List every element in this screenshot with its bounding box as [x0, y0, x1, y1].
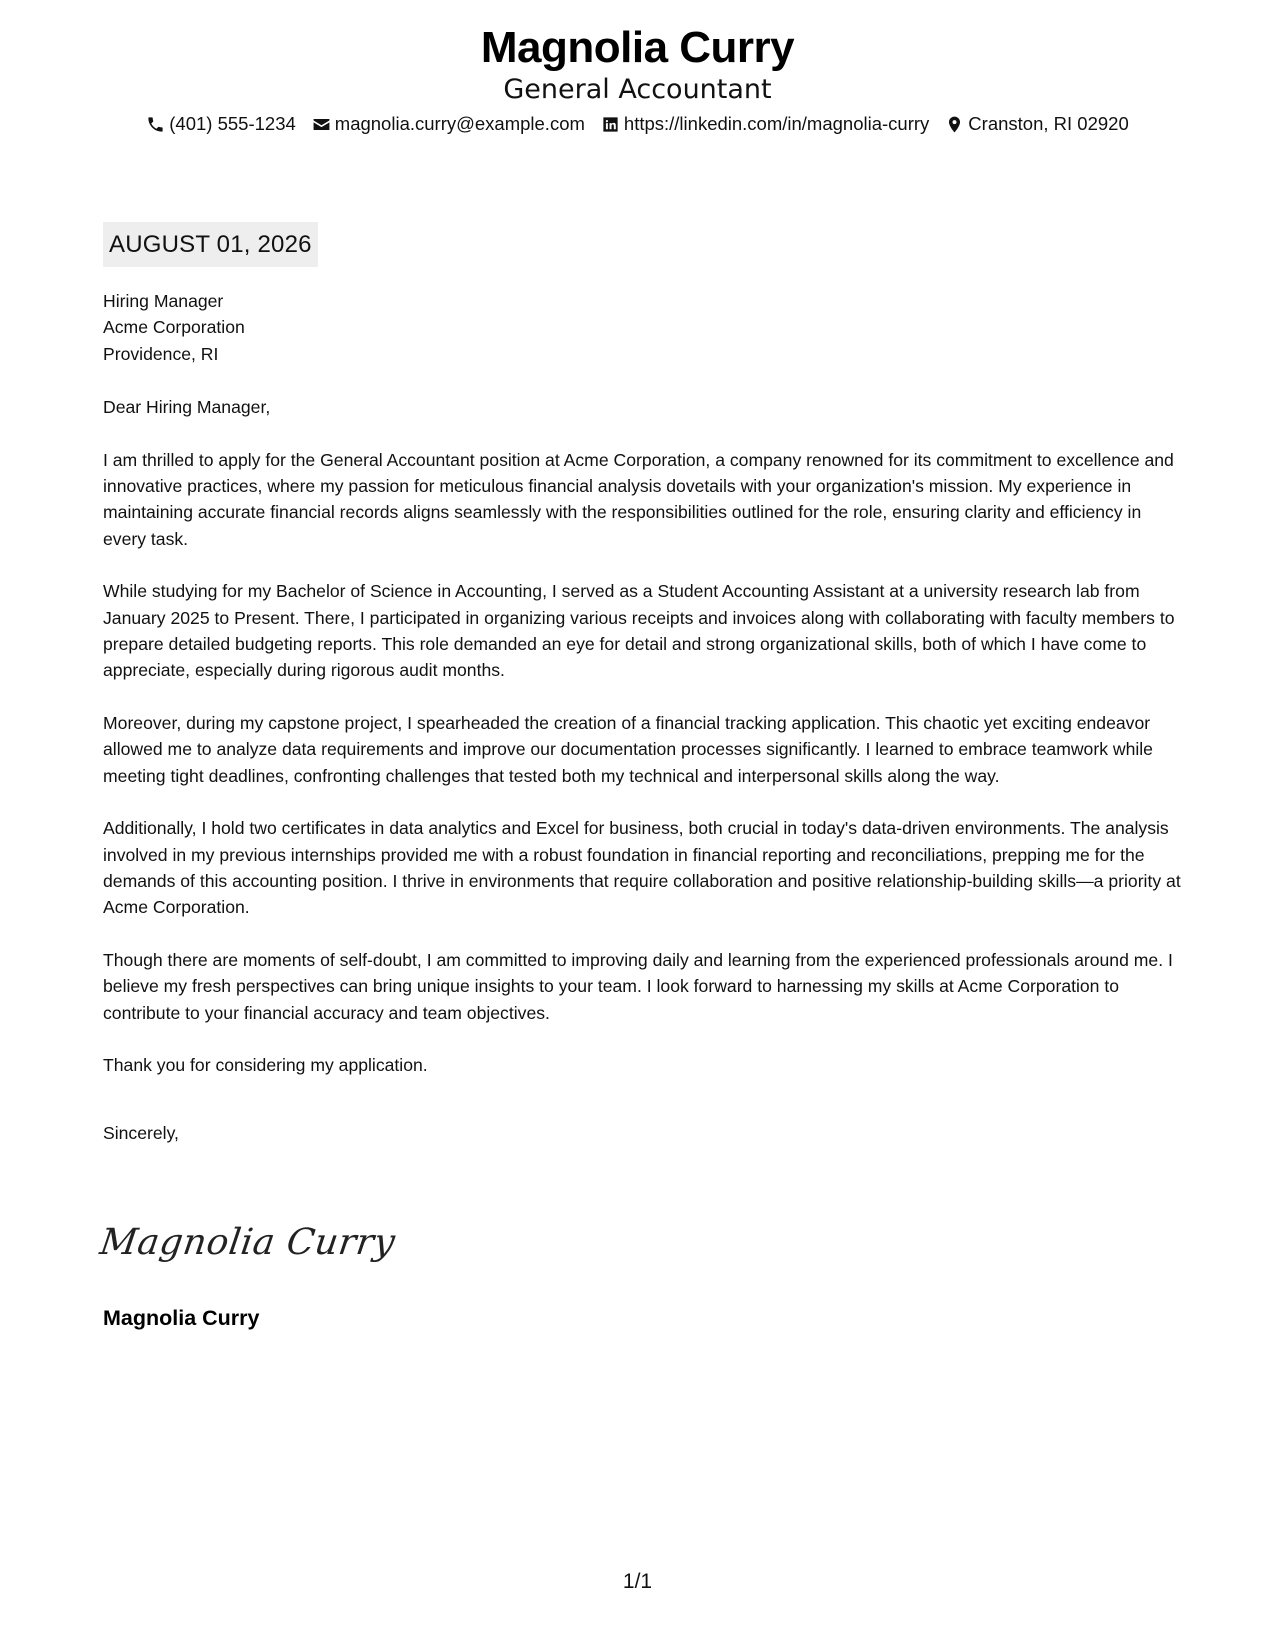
contact-email[interactable]: [312, 112, 585, 136]
linkedin-icon: [601, 115, 620, 134]
signer-name: Magnolia Curry: [103, 1306, 260, 1330]
phone-number: (401) 555-1234: [169, 113, 296, 134]
body-paragraph: While studying for my Bachelor of Science in Accounting, I served as a Student Accounting Assistant at a university research lab from January 2025 to Present. There, I participated in organizing various receipts and invoices along with collaborating with faculty members to prepare detailed budgeting reports. This role demanded an eye for detail and strong organizational skills, both of which I have come to appreciate, especially during rigorous audit months.: [103, 581, 1175, 681]
recipient-line: Hiring Manager: [103, 291, 224, 311]
email-address[interactable]: magnolia.curry@example.com: [334, 113, 585, 134]
body-paragraph: Thank you for considering my application.: [103, 1054, 428, 1075]
phone-icon: [146, 115, 165, 134]
contact-phone: [146, 112, 296, 136]
map-marker-icon: [945, 115, 964, 134]
salutation: Dear Hiring Manager,: [103, 397, 271, 418]
contact-location: [945, 112, 1128, 136]
closing: Sincerely,: [103, 1123, 179, 1144]
contact-bar: [0, 112, 1275, 136]
envelope-icon: [312, 115, 331, 134]
signature-glyphs: Magnolia Curry: [97, 1220, 399, 1263]
letter-body: [103, 288, 1183, 1147]
recipient-line: Providence, RI: [103, 343, 219, 364]
recipient-block: [103, 288, 1183, 367]
recipient-line: Acme Corporation: [103, 317, 245, 338]
applicant-title: General Accountant: [503, 74, 772, 105]
letter-date: AUGUST 01, 2026: [103, 222, 318, 267]
location-text: Cranston, RI 02920: [968, 113, 1129, 134]
body-paragraph: I am thrilled to apply for the General Accountant position at Acme Corporation, a company renowned for its commitment to excellence and innovative practices, where my passion for meticulous financial analysis dovetails with your organization's mission. My experience in maintaining accurate financial records aligns seamlessly with the responsibilities outlined for the role, ensuring clarity and efficiency in every task.: [103, 449, 1174, 549]
linkedin-url[interactable]: https://linkedin.com/in/magnolia-curry: [623, 113, 930, 134]
body-paragraph: Moreover, during my capstone project, I spearheaded the creation of a financial tracking application. This chaotic yet exciting endeavor allowed me to analyze data requirements and improve our documentation processes significantly. I learned to embrace teamwork while meeting tight deadlines, confronting challenges that tested both my technical and interpersonal skills along the way.: [103, 712, 1153, 786]
body-paragraph: Additionally, I hold two certificates in data analytics and Excel for business, both crucial in today's data-driven environments. The analysis involved in my previous internships provided me with a robust foundation in financial reporting and reconciliations, prepping me for the demands of this accounting position. I thrive in environments that require collaboration and positive relationship-building skills—a priority at Acme Corporation.: [103, 818, 1181, 918]
body-paragraph: Though there are moments of self-doubt, I am committed to improving daily and learning from the experienced professionals around me. I believe my fresh perspectives can bring unique insights to your team. I look forward to harnessing my skills at Acme Corporation to contribute to your financial accuracy and team objectives.: [103, 949, 1173, 1023]
applicant-name: Magnolia Curry: [480, 23, 795, 72]
handwritten-signature: [97, 1210, 399, 1270]
letter-header: [0, 22, 1275, 106]
page-number: 1/1: [622, 1570, 653, 1593]
contact-linkedin[interactable]: [601, 112, 929, 136]
